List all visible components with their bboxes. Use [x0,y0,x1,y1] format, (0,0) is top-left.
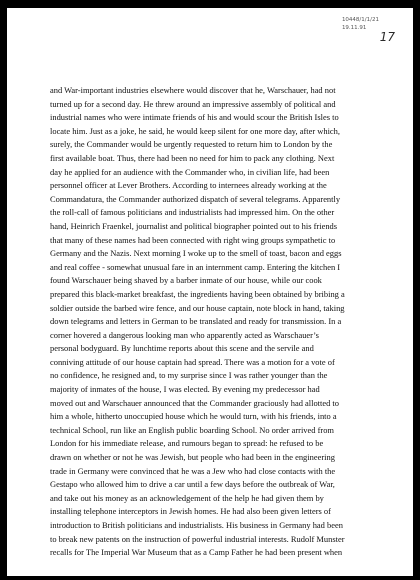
text-line: introduction to British politicians and industrialists. His business in Germany had been [50,520,343,530]
page-number: 17 [379,30,395,44]
text-line: to break new patents on the instruction of powerful industrial interests. Rudolf Munster [50,533,345,544]
text-line: drawn on whether or not he was Jewish, but people who had been in the engineering [50,452,335,463]
text-line: technical School, run like an English public boarding School. No order arrived from [50,424,334,435]
text-line: Gestapo who allowed him to drive a car until a few days before the outbreak of War, [50,479,335,490]
text-line: personal bodyguard. By lunchtime reports about this scene and the servile and [50,343,314,354]
document-page [7,8,413,576]
archive-reference-stamp [342,16,379,32]
text-line: recalls for The Imperial War Museum that as a Camp Father he had been present when [50,547,343,558]
text-line: that many of these names had been connected with right wing groups sympathetic to [50,234,336,245]
text-line: him a whole, hitherto unoccupied house which he would turn, with his friends, into a [50,411,337,422]
archive-reference-line: 19.11.91 [341,25,367,31]
body-paragraph [50,84,384,560]
text-line: surely, the Commander would be urgently requested to return him to London by the [50,139,333,150]
text-line: locate him. Just as a joke, he said, he would keep silent for one more day, after which, [50,125,340,136]
text-line: and real coffee - somewhat unusual fare in an internment camp. Entering the kitchen I [50,261,341,272]
text-line: personnel officer at Lever Brothers. According to internees already working at the [50,180,327,191]
text-line: prepared this black-market breakfast, the ingredients having been obtained by bribing a [50,288,345,299]
text-line: found Warschauer being shaved by a barber inmate of our house, while our cook [50,275,322,286]
text-line: London for his immediate release, and rumours began to spread: he refused to be [50,438,324,449]
text-line: Commandatura, the Commander authorized dispatch of several telegrams. Apparently [50,193,341,204]
text-line: majority of inmates of the house, I was elected. By evening my predecessor had [50,384,320,395]
text-line: day he applied for an audience with the Commander who, in civilian life, had been [50,166,330,177]
text-line: hand, Heinrich Fraenkel, journalist and political biographer pointed out to his friends [50,220,338,231]
text-line: turned up for a second day. He threw around an impressive assembly of political and [50,98,336,109]
text-line: trade in Germany were convinced that he was a Jew who had close contacts with the [50,465,336,476]
text-line: soldier outside the barbed wire fence, and our house captain, note block in hand, taking [50,302,345,313]
text-line: corner hovered a dangerous looking man who apparently acted as Warschauer’s [50,329,319,340]
text-line: conniving attitude of our house captain had spread. There was a motion for a vote of [50,356,335,367]
text-line: and War-important industries elsewhere would discover that he, Warschauer, had not [50,85,336,95]
text-line: first available boat. Thus, there had been no need for him to pack any clothing. Next [50,152,335,163]
text-line: moved out and Warschauer announced that the Commander graciously had allotted to [50,397,339,408]
text-line: down telegrams and letters in German to be translated and ready for transmission. In a [50,316,342,327]
text-line: the roll-call of famous politicians and industrialists had impressed him. On the other [50,207,335,218]
text-line: no confidence, he resigned and, to my surprise since I was rather younger than the [50,370,328,381]
text-line: installing telephone interceptors in Jewish homes. He had also been given letters of [50,506,331,517]
text-line: industrial names who were intimate friends of his and would scour the British Isles to [50,112,339,123]
text-line: Germany and the Nazis. Next morning I woke up to the smell of toast, bacon and eggs [50,248,342,259]
archive-reference-line: 10448/1/1/21 [341,17,379,23]
text-line: and take out his money as an acknowledgement of the help he had given them by [50,492,324,503]
